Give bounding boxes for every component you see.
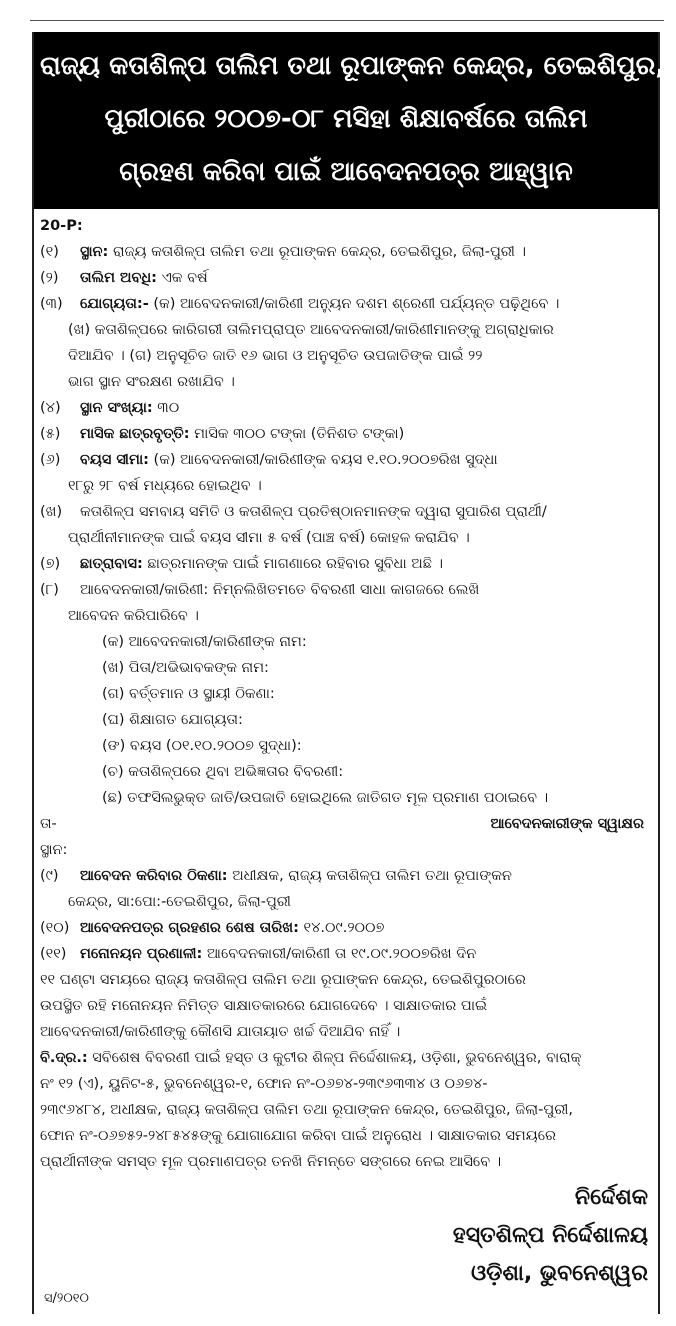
item-label: ଛାତ୍ରାବାସ: xyxy=(80,556,143,572)
item-text: ଅଧୀକ୍ଷକ, ରାଜ୍ୟ କତାଶିଳ୍ପ ତାଲିମ ତଥା ରୂପାଙ୍କନ xyxy=(227,868,512,884)
item-8-cha: (ଚ) କତାଶିଳ୍ପରେ ଥିବା ଅଭିଜ୍ଞତାର ବିବରଣୀ: xyxy=(102,764,344,780)
item-7 xyxy=(40,551,652,577)
item-11 xyxy=(40,941,652,967)
notice-body xyxy=(34,209,658,1293)
signoff xyxy=(40,1179,652,1293)
item-label: ବୟସ ସୀମା: xyxy=(80,452,149,468)
item-text: ରାଜ୍ୟ କତାଶିଳ୍ପ ତାଲିମ ତଥା ରୂପାଙ୍କନ କେନ୍ଦ୍ର, ତେଇଶିପୁର, ଜିଲା-ପୁରୀ । xyxy=(108,244,527,260)
item-5 xyxy=(40,421,652,447)
note-label: ବି.ଦ୍ର.: xyxy=(40,1050,88,1066)
item-8-chha: (ଛ) ତଫସିଲଭୁକ୍ତ ଜାତି/ଉପଜାତି ହୋଇଥିଲେ ଜାତିଗତ ମୂଳ ପ୍ରମାଣ ପଠାଇବେ । xyxy=(102,790,549,806)
item-11-line-3: ଉପସ୍ଥିତ ରହି ମନୋନୟନ ନିମିତ୍ତ ସାକ୍ଷାତକାରରେ ଯୋଗଦେବେ । ସାକ୍ଷାତକାର ପାଇଁ xyxy=(40,998,488,1014)
item-8-nga: (ଙ) ବୟସ (୦୧.୧୦.୨୦୦୭ ସୁଦ୍ଧା): xyxy=(102,738,302,754)
item-3-line-2: (ଖ) କତାଶିଳ୍ପରେ କାରିଗରୀ ତାଲିମପ୍ରାପ୍ତ ଆବେଦନକାରୀ/କାରିଣୀମାନଙ୍କୁ ଅଗ୍ରାଧିକାର xyxy=(68,322,554,338)
item-number: (୪) xyxy=(40,400,61,416)
notice-box xyxy=(32,32,666,1314)
item-text: ମାସିକ ୩୦୦ ଟଙ୍କା (ତିନିଶତ ଟଙ୍କା) xyxy=(189,426,405,442)
item-number: (୨) xyxy=(40,270,59,286)
item-3-line-4: ଭାଗ ସ୍ଥାନ ସଂରକ୍ଷଣ ରଖାଯିବ । xyxy=(68,374,235,390)
signoff-line-1: ନିର୍ଦ୍ଦେଶକ xyxy=(574,1185,648,1210)
item-4 xyxy=(40,395,652,421)
item-9-line-2: କେନ୍ଦ୍ର, ସା:ପୋ:-ତେଇଶିପୁର, ଜିଲା-ପୁରୀ xyxy=(68,894,291,910)
item-number: (ଖ) xyxy=(40,504,63,520)
item-label: ମାସିକ ଛାତ୍ରବୃତ୍ତି: xyxy=(80,426,190,442)
item-text: ଏକ ବର୍ଷ xyxy=(156,270,208,286)
place-label: ସ୍ଥାନ: xyxy=(40,842,68,858)
item-number: (୩) xyxy=(40,296,63,312)
top-rule xyxy=(30,20,664,21)
item-text: ଆବେଦନକାରୀ/କାରିଣୀ ତା ୧୯.୦୯.୨୦୦୭ରିଖ ଦିନ xyxy=(202,946,477,962)
item-6b xyxy=(40,499,652,525)
item-number: (୮) xyxy=(40,582,59,598)
banner-line-2: ପୁରୀଠାରେ ୨୦୦୭-୦୮ ମସିହା ଶିକ୍ଷାବର୍ଷରେ ତାଲିମ xyxy=(104,104,588,134)
note-line-5: ପ୍ରାର୍ଥୀନୀଙ୍କ ସମସ୍ତ ମୂଳ ପ୍ରମାଣପତ୍ର ତନଖି ନିମନ୍ତେ ସଙ୍ଗରେ ନେଇ ଆସିବେ । xyxy=(40,1154,502,1170)
notice-banner xyxy=(34,32,666,209)
item-8-kha: (ଖ) ପିତା/ଅଭିଭାବକଙ୍କ ନାମ: xyxy=(102,660,269,676)
note-text: ସବିଶେଷ ବିବରଣୀ ପାଇଁ ହସ୍ତ ଓ କୁଟୀର ଶିଳ୍ପ ନିର୍ଦ୍ଦେଶାଳୟ, ଓଡ଼ିଶା, ଭୁବନେଶ୍ୱର, ବାରାକ୍ xyxy=(87,1050,582,1066)
item-number: (୭) xyxy=(40,556,61,572)
item-text: କତାଶିଳ୍ପ ସମବାୟ ସମିତି ଓ କତାଶିଳ୍ପ ପ୍ରତିଷ୍ଠାନମାନଙ୍କ ଦ୍ୱାରା ସୁପାରିଶ ପ୍ରାର୍ଥୀ/ xyxy=(80,504,547,520)
item-3-line-3: ଦିଆଯିବ । (ଗ) ଅନୁସୂଚିତ ଜାତି ୧୬ ଭାଗ ଓ ଅନୁସୂଚିତ ଉପଜାତିଙ୍କ ପାଇଁ ୨୨ xyxy=(68,348,483,364)
item-1 xyxy=(40,239,652,265)
item-number: (୯) xyxy=(40,868,59,884)
item-2 xyxy=(40,265,652,291)
signature-label: ଆବେଦନକାରୀଙ୍କ ସ୍ୱାକ୍ଷର xyxy=(490,816,644,832)
item-number: (୧୧) xyxy=(40,946,67,962)
item-number: (୧) xyxy=(40,244,59,260)
item-label: ମନୋନୟନ ପ୍ରଣାଳୀ: xyxy=(80,946,203,962)
item-number: (୧୦) xyxy=(40,920,70,936)
note-line-2: ନଂ ୧୨ (ଏ), ୟୁନିଟ-୫, ଭୁବନେଶ୍ୱର-୧, ଫୋନ ନଂ-୦୬୭୪-୨୩୯୬୩୩୪ ଓ ୦୬୭୪- xyxy=(40,1076,488,1092)
item-label: ତାଲିମ ଅବଧି: xyxy=(80,270,157,286)
item-8-ka: (କ) ଆବେଦନକାରୀ/କାରିଣୀଙ୍କ ନାମ: xyxy=(102,634,307,650)
reference-code: 20-P: xyxy=(40,218,83,234)
item-11-line-4: ଆବେଦନକାରୀ/କାରିଣୀଙ୍କୁ କୌଣସି ଯାତାୟାତ ଖର୍ଚ୍ଚ ଦିଆଯିବ ନାହିଁ । xyxy=(40,1024,401,1040)
item-8-line-2: ଆବେଦନ କରିପାରିବେ । xyxy=(68,608,199,624)
item-6 xyxy=(40,447,652,473)
item-text: ୩୦ xyxy=(152,400,180,416)
item-8 xyxy=(40,577,652,603)
item-text: ଆବେଦନକାରୀ/କାରିଣୀ: ନିମ୍ନଲିଖିତମତେ ବିବରଣୀ ସାଧା କାଗଜରେ ଲେଖି xyxy=(80,582,480,598)
banner-line-3: ଗ୍ରହଣ କରିବା ପାଇଁ ଆବେଦନପତ୍ର ଆହ୍ୱାନ xyxy=(119,157,573,187)
item-label: ସ୍ଥାନ ସଂଖ୍ୟା: xyxy=(80,400,153,416)
item-text: ଛାତ୍ରମାନଙ୍କ ପାଇଁ ମାଗଣାରେ ରହିବାର ସୁବିଧା ଅଛି । xyxy=(142,556,444,572)
item-8-ga: (ଗ) ବର୍ତ୍ତମାନ ଓ ସ୍ଥାୟୀ ଠିକଣା: xyxy=(102,686,275,702)
item-label: ଆବେଦନ କରିବାର ଠିକଣା: xyxy=(80,868,228,884)
item-8-gha: (ଘ) ଶିକ୍ଷାଗତ ଯୋଗ୍ୟତା: xyxy=(102,712,243,728)
item-number: (୬) xyxy=(40,452,61,468)
item-6b-line-2: ପ୍ରାର୍ଥୀନୀମାନଙ୍କ ପାଇଁ ବୟସ ସୀମା ୫ ବର୍ଷ (ପାଞ୍ଚ ବର୍ଷ) କୋହଳ କରାଯିବ । xyxy=(68,530,470,546)
item-label: ସ୍ଥାନ: xyxy=(80,244,109,260)
item-text: (କ) ଆବେଦନକାରୀ/କାରିଣୀ ଅନ୍ୟୁନ ଦଶମ ଶ୍ରେଣୀ ପର୍ଯ୍ୟନ୍ତ ପଢ଼ିଥିବେ । xyxy=(148,296,560,312)
item-9 xyxy=(40,863,652,889)
note-line-3: ୨୩୯୬୪୮୪, ଅଧୀକ୍ଷକ, ରାଜ୍ୟ କତାଶିଳ୍ପ ତାଲିମ ତଥା ରୂପାଙ୍କନ କେନ୍ଦ୍ର, ତେଇଶିପୁର, ଜିଲା-ପୁରୀ, xyxy=(40,1102,573,1118)
item-label: ଯୋଗ୍ୟତା:- xyxy=(80,296,149,312)
date-label: ତା- xyxy=(40,816,57,832)
banner-line-1: ରାଜ୍ୟ କତାଶିଳ୍ପ ତାଲିମ ତଥା ରୂପାଙ୍କନ କେନ୍ଦ୍ର, ତେଇଶିପୁର, xyxy=(40,51,666,81)
item-text: (କ) ଆବେଦନକାରୀ/କାରିଣୀଙ୍କ ବୟସ ୧.୧୦.୨୦୦୭ରିଖ ସୁଦ୍ଧା xyxy=(148,452,498,468)
item-11-line-2: ୧୧ ଘଣ୍ଟା ସମୟରେ ରାଜ୍ୟ କତାଶିଳ୍ପ ତାଲିମ ତଥା ରୂପାଙ୍କନ କେନ୍ଦ୍ର, ତେଇଶିପୁରଠାରେ xyxy=(40,972,526,988)
item-label: ଆବେଦନପତ୍ର ଗ୍ରହଣର ଶେଷ ତାରିଖ: xyxy=(80,920,299,936)
note-line-4: ଫୋନ ନଂ-୦୬୭୫୨-୨୪୮୫୪୫ଙ୍କୁ ଯୋଗାଯୋଗ କରିବା ପାଇଁ ଅନୁରୋଧ । ସାକ୍ଷାତକାର ସମୟରେ xyxy=(40,1128,556,1144)
item-6-line-2: ୧୮ରୁ ୨୮ ବର୍ଷ ମଧ୍ୟରେ ହୋଇଥିବ । xyxy=(68,478,262,494)
signoff-line-3: ଓଡ଼ିଶା, ଭୁବନେଶ୍ୱର xyxy=(470,1261,648,1286)
note xyxy=(40,1045,652,1071)
signoff-line-2: ହସ୍ତଶିଳ୍ପ ନିର୍ଦ୍ଦେଶାଳୟ xyxy=(452,1223,648,1248)
notice-code: ସ/୨୦୧୦ xyxy=(44,1291,89,1306)
item-3 xyxy=(40,291,652,317)
item-10 xyxy=(40,915,652,941)
item-text: ୧୪.୦୯.୨୦୦୭ xyxy=(298,920,385,936)
date-signature-row xyxy=(40,811,652,837)
item-number: (୫) xyxy=(40,426,61,442)
